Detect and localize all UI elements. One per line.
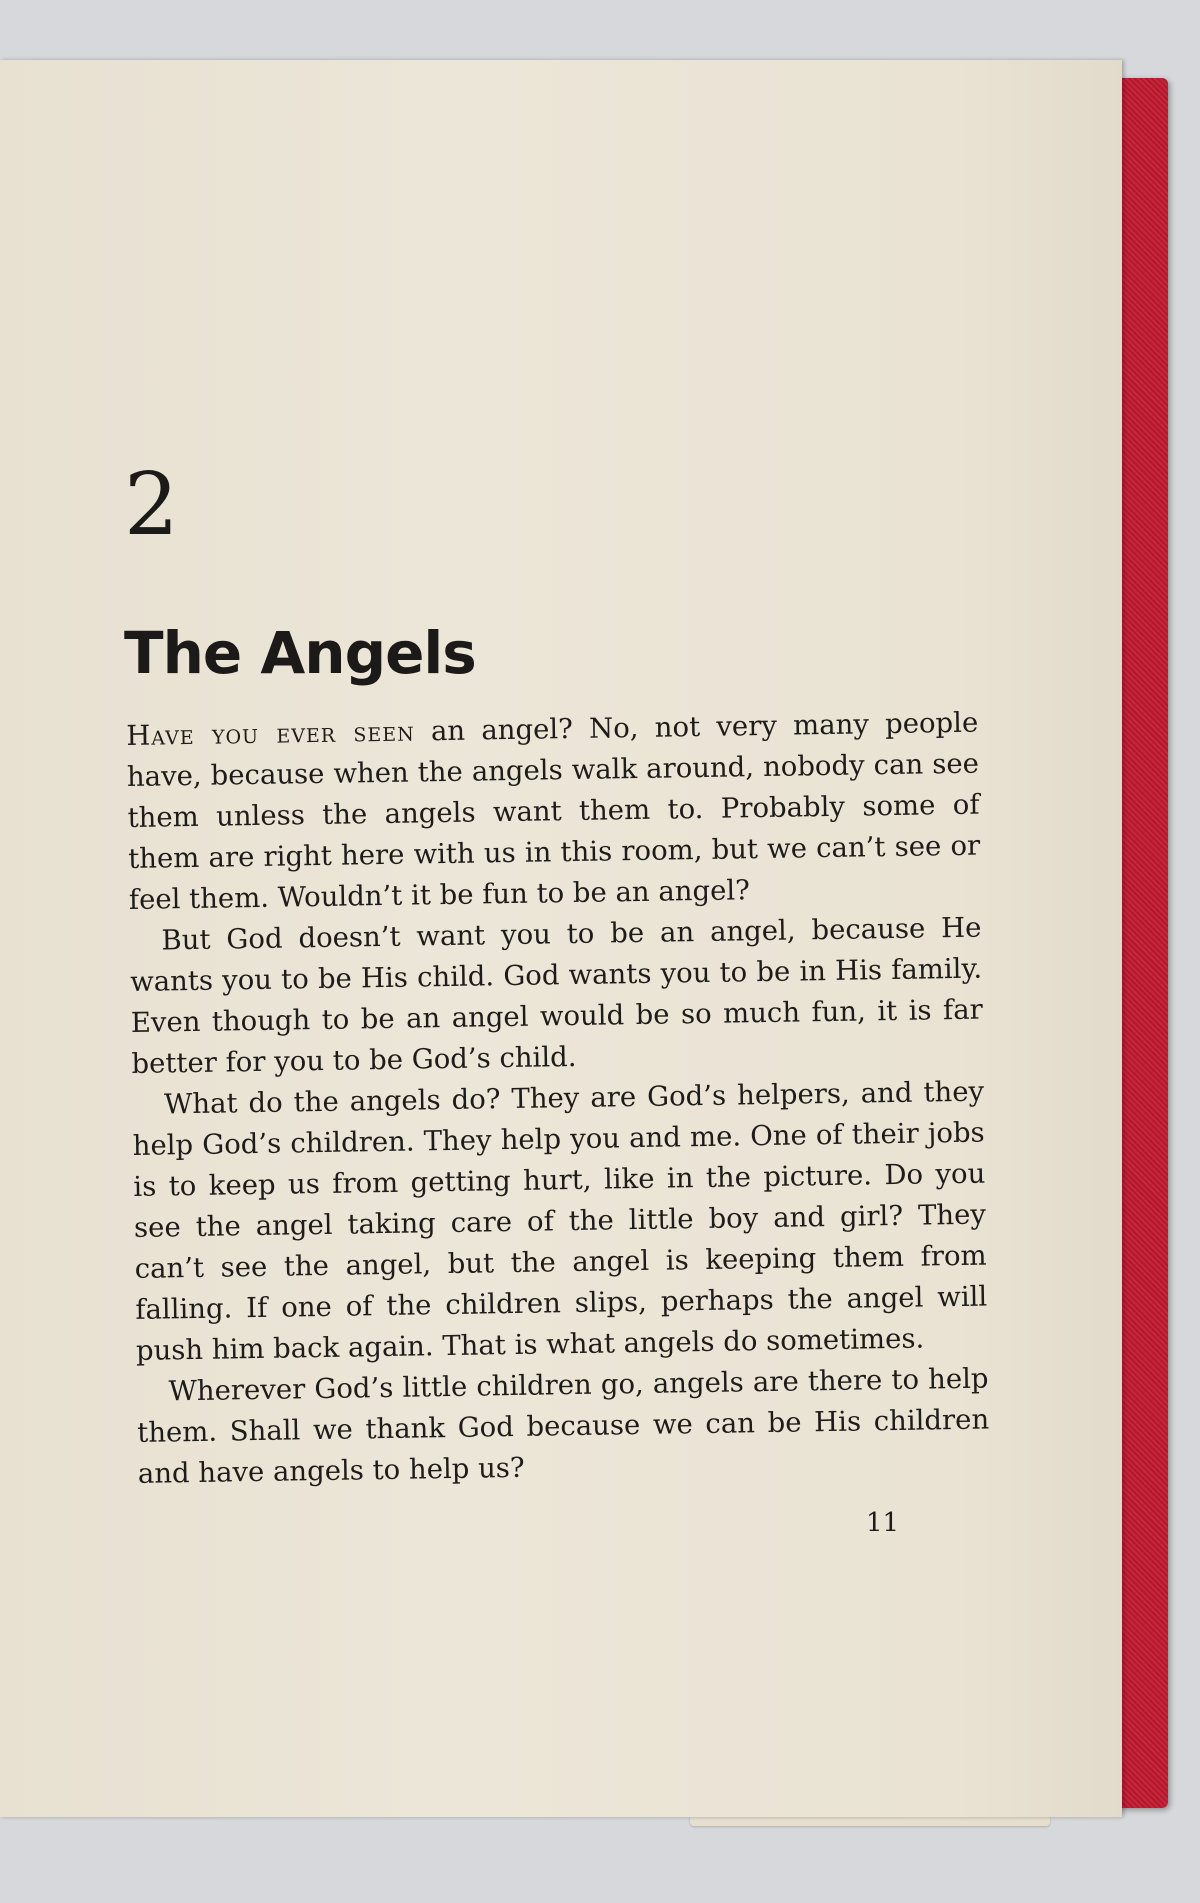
paragraph-1-text: an angel? No, not very many people have, because when the angels walk around, nobody can see them unless the angels want them to. Probably some of them are right here with us in this room, but we can’t see or feel them. Wouldn’t it be fun to be an angel?	[126, 706, 981, 916]
paragraph-3: What do the angels do? They are God’s helpers, and they help God’s children. They help you and me. One of their jobs is to keep us from getting hurt, like in the picture. Do you see the angel taking care of the little boy and girl? They can’t see the angel, but the angel is keeping them from falling. If one of the children slips, perhaps the angel will push him back again. That is what angels do sometimes.	[132, 1075, 988, 1367]
page-number: 11	[866, 1508, 900, 1538]
paragraph-1	[126, 703, 981, 921]
paragraph-4: Wherever God’s little children go, angels are there to help them. Shall we thank God because we can be His children and have angels to help us?	[137, 1362, 990, 1490]
lead-in: Have you ever seen	[126, 715, 415, 752]
chapter-body	[126, 703, 990, 1495]
chapter-title: The Angels	[124, 619, 476, 687]
chapter-number: 2	[124, 455, 179, 555]
paragraph-2: But God doesn’t want you to be an angel, because He wants you to be His child. God wants you to be in His family. Even though to be an angel would be so much fun, it is far better for you to be God’s child.	[129, 911, 983, 1080]
